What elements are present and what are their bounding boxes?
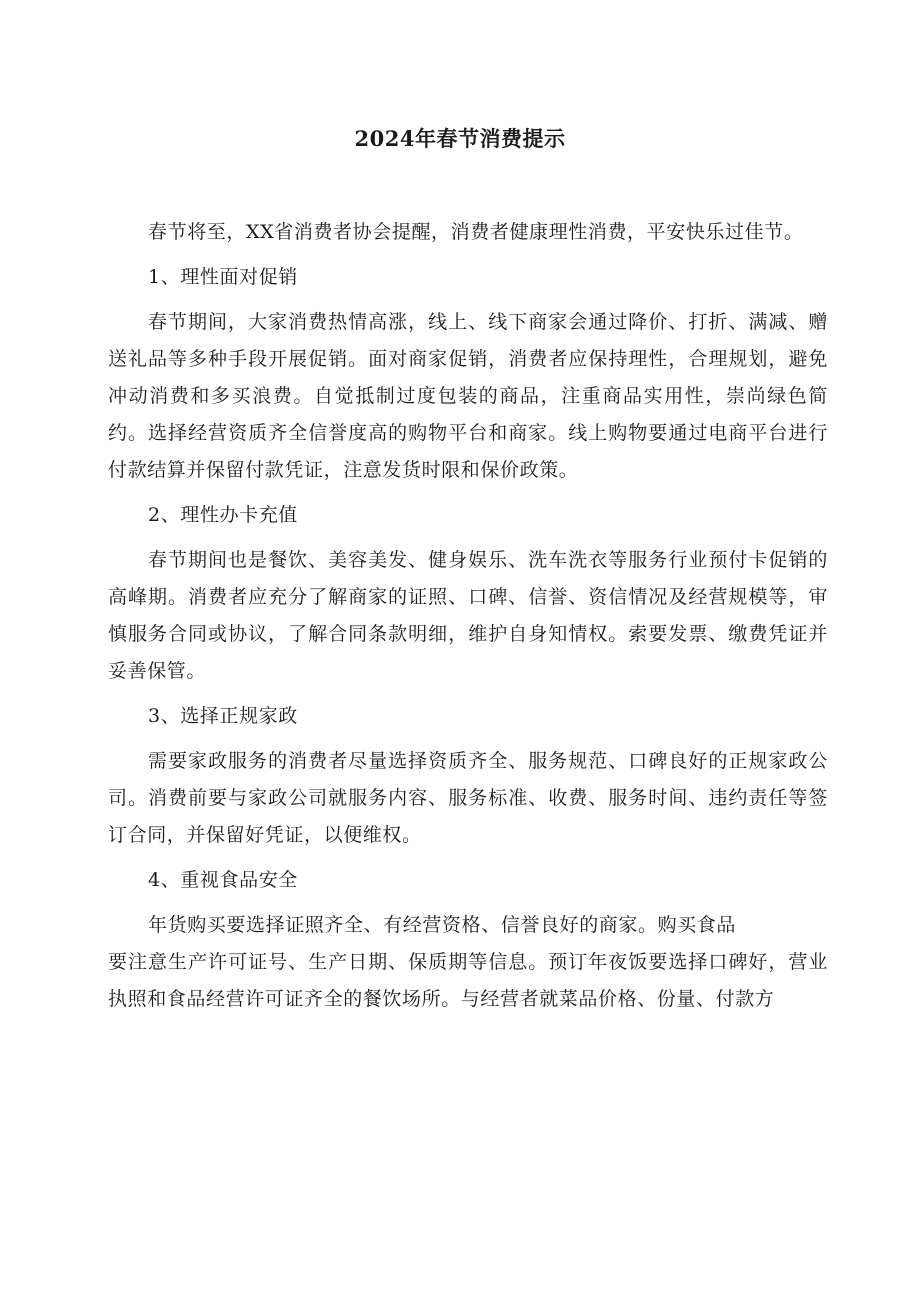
document-body <box>108 214 828 1018</box>
intro-paragraph: 春节将至，XX省消费者协会提醒，消费者健康理性消费，平安快乐过佳节。 <box>148 221 804 243</box>
section-heading-4: 4、重视食品安全 <box>148 869 298 891</box>
section-heading-2: 2、理性办卡充值 <box>148 504 298 526</box>
section-body-2: 春节期间也是餐饮、美容美发、健身娱乐、洗车洗衣等服务行业预付卡促销的高峰期。消费者应充分了解商家的证照、口碑、信誉、资信情况及经营规模等，审慎服务合同或协议，了解合同条款明细，维护自身知情权。索要发票、缴费凭证并妥善保管。 <box>108 549 828 682</box>
section-body-1: 春节期间，大家消费热情高涨，线上、线下商家会通过降价、打折、满减、赠送礼品等多种手段开展促销。面对商家促销，消费者应保持理性，合理规划，避免冲动消费和多买浪费。自觉抵制过度包装的商品，注重商品实用性，崇尚绿色简约。选择经营资质齐全信誉度高的购物平台和商家。线上购物要通过电商平台进行付款结算并保留付款凭证，注意发货时限和保价政策。 <box>108 311 828 481</box>
section-body-4 <box>108 907 828 1018</box>
section-body-4-line-1: 年货购买要选择证照齐全、有经营资格、信誉良好的商家。购买食品 <box>148 914 737 936</box>
section-body-3: 需要家政服务的消费者尽量选择资质齐全、服务规范、口碑良好的正规家政公司。消费前要与家政公司就服务内容、服务标准、收费、服务时间、违约责任等签订合同，并保留好凭证，以便维权。 <box>108 750 828 846</box>
document-title: 2024年春节消费提示 <box>354 126 566 151</box>
section-body-4-rest: 要注意生产许可证号、生产日期、保质期等信息。预订年夜饭要选择口碑好，营业执照和食品经营许可证齐全的餐饮场所。与经营者就菜品价格、份量、付款方 <box>108 951 828 1010</box>
section-heading-3: 3、选择正规家政 <box>148 705 298 727</box>
section-heading-1: 1、理性面对促销 <box>148 266 298 288</box>
